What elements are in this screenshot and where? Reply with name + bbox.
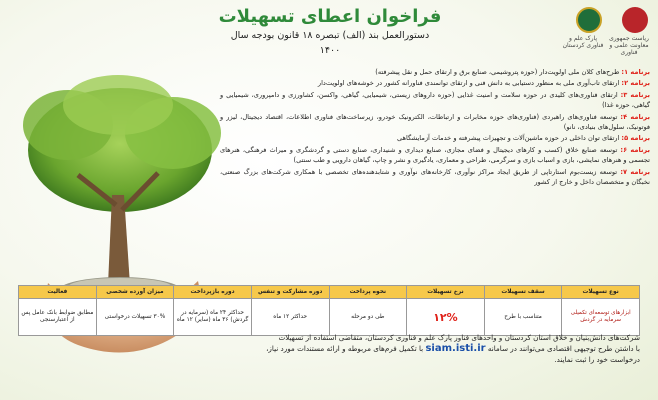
table-header-row <box>19 286 640 299</box>
col-header: میزان آورده شخصی <box>96 286 174 299</box>
col-header: فعالیت <box>19 286 97 299</box>
program-item: برنامه ۷: توسعه زیست‌بوم استارتاپی از طریق ایجاد مراکز نوآوری، کارخانه‌های نوآوری و شتابدهنده‌های تخصصی با همکاری شرکت‌های بزرگ صنعتی، نخبگان و متخصصان داخل و خارج از کشور <box>220 167 650 187</box>
program-item: برنامه ۲: ارتقای تاب‌آوری ملی به منظور دستیابی به دانش فنی و ارتقای توانمندی فناورانه کشور در خوشه‌های اولویت‌دار <box>317 79 650 88</box>
page-subtitle: دستورالعمل بند (الف) تبصره ۱۸ قانون بودجه سال <box>230 30 430 41</box>
program-item: برنامه ۱: طرح‌های کلان ملی اولویت‌دار (حوزه پتروشیمی، صنایع برق و ارتقای حمل و نقل پیشرفته) <box>375 68 650 76</box>
footer-line: با داشتن طرح توجیهی اقتصادی می‌توانند در سامانه siam.isti.ir با تکمیل فرم‌های مربوطه و ارائه مستندات مورد نیاز، <box>266 343 640 354</box>
presidency-emblem-icon <box>622 7 648 33</box>
table-cell: ابزارهای توسعه‌ای تکمیلی سرمایه در گردش <box>562 299 640 336</box>
table-cell: حداکثر ۲۴ ماه (سرمایه در گردش) ۳۶ ماه (سایر) ۱۲ ماه <box>174 299 252 336</box>
program-item: برنامه ۳: ارتقای فناوری‌های کلیدی در حوزه سلامت و امنیت غذایی (حوزه داروهای زیستی، شیمیایی، گیاهی، واکسن، کشاورزی و دامپروری، شیمیایی و گیاهی، حوزه غذا) <box>220 90 651 110</box>
footer-line: درخواست خود را ثبت نمایند. <box>554 355 640 364</box>
table-cell: متناسب با طرح <box>484 299 562 336</box>
table-cell: ۱۲% <box>407 299 485 336</box>
footer-notice <box>20 332 640 365</box>
col-header: نرخ تسهیلات <box>407 286 485 299</box>
facilities-table <box>18 285 640 336</box>
page-title: فراخوان اعطای تسهیلات <box>218 6 442 27</box>
col-header: سقف تسهیلات <box>484 286 562 299</box>
program-item: برنامه ۴: توسعه فناوری‌های راهبردی (فناوری‌های حوزه مخابرات و ارتباطات، الکترونیک خودرو، زیرساخت‌های فناوری اطلاعات، اقتصاد دیجیتال، لیزر و فوتونیک، سلول‌های بنیادی، نانو) <box>220 112 650 132</box>
logo-group <box>560 5 652 57</box>
table-cell: طی دو مرحله <box>329 299 407 336</box>
siam-link[interactable]: siam.isti.ir <box>425 343 486 354</box>
program-list <box>220 67 650 188</box>
col-header: نوع تسهیلات <box>562 286 640 299</box>
footer-line: شرکت‌های دانش‌بنیان و خلاق استان کردستان و واحدهای فناور پارک علم و فناوری کردستان، متقاضی استفاده از تسهیلات <box>278 333 640 342</box>
table-cell: ۳۰% تسهیلات درخواستی <box>96 299 174 336</box>
col-header: نحوه پرداخت <box>329 286 407 299</box>
table-cell: حداکثر ۱۲ ماه <box>251 299 329 336</box>
table-row <box>19 299 640 336</box>
presidency-caption: ریاست جمهوری معاونت علمی و فناوری <box>609 35 649 56</box>
science-park-caption: پارک علم و فناوری کردستان <box>562 35 604 49</box>
col-header: دوره مشارکت و تنفس <box>251 286 329 299</box>
table-cell: مطابق ضوابط بانک عامل پس از اعتبارسنجی <box>19 299 97 336</box>
science-park-emblem-icon <box>576 7 602 33</box>
budget-year: ۱۴۰۰ <box>319 45 341 56</box>
program-item: برنامه ۵: ارتقای توان داخلی در حوزه ماشین‌آلات و تجهیزات پیشرفته و خدمات آزمایشگاهی <box>396 134 650 143</box>
col-header: دوره بازپرداخت <box>174 286 252 299</box>
program-item: برنامه ۶: توسعه صنایع خلاق (کسب و کارهای دیجیتال و فضای مجازی، صنایع دیداری و شنیداری، صنایع دستی و گردشگری و میراث فرهنگی، هنرهای تجسمی و هنرهای نمایشی، بازی و اسباب بازی و سرگرمی، طراحی و معماری، یادگیری و نشر و چاپ، گیاهان دارویی و طب سنتی) <box>220 145 650 165</box>
